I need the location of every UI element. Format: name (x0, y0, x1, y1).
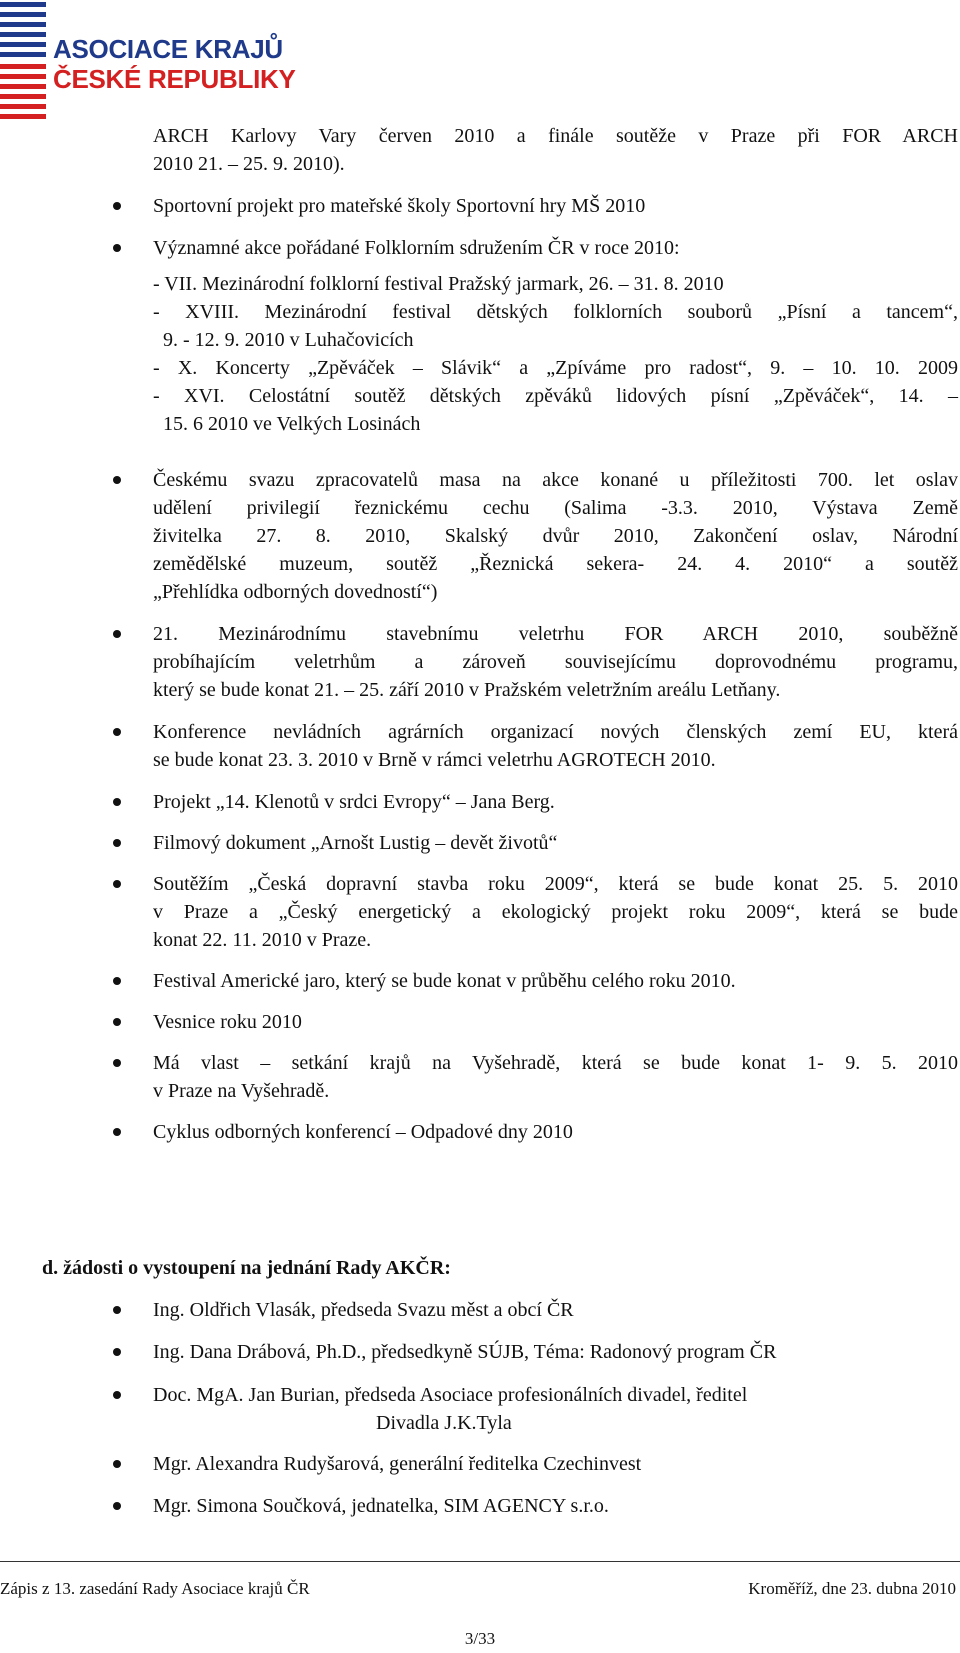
page-number: 3/33 (464, 1629, 496, 1648)
bullet-icon (113, 880, 121, 888)
footer-divider (0, 1561, 960, 1562)
list-item: Doc. MgA. Jan Burian, předseda Asociace profesionálních divadel, ředitel (153, 1384, 748, 1406)
list-item: Cyklus odborných konferencí – Odpadové dny 2010 (153, 1121, 573, 1143)
folklore-line: 9. - 12. 9. 2010 v Luhačovicích (163, 329, 414, 351)
bullet-icon (113, 728, 121, 736)
list-item: Vesnice roku 2010 (153, 1011, 302, 1033)
list-item: Mgr. Alexandra Rudyšarová, generální ředitelka Czechinvest (153, 1453, 642, 1475)
list-item-line: udělení privilegií řeznickému cechu (Salima -3.3. 2010, Výstava Země (153, 497, 958, 519)
logo-stripes-icon (0, 0, 46, 124)
list-item: Festival Americké jaro, který se bude konat v průběhu celého roku 2010. (153, 970, 736, 992)
list-item-line: konat 22. 11. 2010 v Praze. (153, 929, 372, 951)
list-item-line: zemědělské muzeum, soutěž „Řeznická sekera- 24. 4. 2010“ a soutěž (153, 553, 958, 575)
list-item: Významné akce pořádané Folklorním sdružením ČR v roce 2010: (153, 237, 680, 259)
continuation-line: ARCH Karlovy Vary červen 2010 a finále soutěže v Praze při FOR ARCH (153, 125, 958, 147)
bullet-icon (113, 1460, 121, 1468)
list-item-line: se bude konat 23. 3. 2010 v Brně v rámci veletrhu AGROTECH 2010. (153, 749, 716, 771)
list-item: Ing. Oldřich Vlasák, předseda Svazu měst a obcí ČR (153, 1299, 574, 1321)
bullet-icon (113, 1306, 121, 1314)
bullet-icon (113, 1128, 121, 1136)
bullet-icon (113, 1018, 121, 1026)
bullet-icon (113, 839, 121, 847)
section-heading: d. žádosti o vystoupení na jednání Rady AKČR: (42, 1257, 451, 1279)
bullet-icon (113, 1348, 121, 1356)
continuation-line: 2010 21. – 25. 9. 2010). (153, 153, 345, 175)
list-item: Ing. Dana Drábová, Ph.D., předsedkyně SÚJB, Téma: Radonový program ČR (153, 1341, 777, 1363)
bullet-icon (113, 1502, 121, 1510)
list-item-line: Konference nevládních agrárních organizací nových členských zemí EU, která (153, 721, 958, 743)
bullet-icon (113, 1391, 121, 1399)
list-item: Sportovní projekt pro mateřské školy Sportovní hry MŠ 2010 (153, 195, 646, 217)
folklore-line: - XVIII. Mezinárodní festival dětských folklorních souborů „Písní a tancem“, (153, 301, 958, 323)
list-item-line: který se bude konat 21. – 25. září 2010 v Pražském veletržním areálu Letňany. (153, 679, 781, 701)
list-item-line: v Praze na Vyšehradě. (153, 1080, 330, 1102)
bullet-icon (113, 798, 121, 806)
list-item-line: probíhajícím veletrhům a zároveň souvisejícímu doprovodnému programu, (153, 651, 958, 673)
logo-text-line1: ASOCIACE KRAJŮ (53, 34, 283, 64)
folklore-line: - X. Koncerty „Zpěváček – Slávik“ a „Zpíváme pro radost“, 9. – 10. 10. 2009 (153, 357, 958, 379)
bullet-icon (113, 244, 121, 252)
logo-text-line2: ČESKÉ REPUBLIKY (53, 64, 296, 94)
bullet-icon (113, 630, 121, 638)
list-item-line: „Přehlídka odborných dovedností“) (153, 581, 438, 603)
bullet-icon (113, 977, 121, 985)
list-item-line: 21. Mezinárodnímu stavebnímu veletrhu FOR ARCH 2010, souběžně (153, 623, 958, 645)
list-item-line: Divadla J.K.Tyla (376, 1412, 512, 1434)
list-item-line: Soutěžím „Česká dopravní stavba roku 2009“, která se bude konat 25. 5. 2010 (153, 873, 958, 895)
bullet-icon (113, 476, 121, 484)
folklore-line: - XVI. Celostátní soutěž dětských zpěváků lidových písní „Zpěváček“, 14. – (153, 385, 958, 407)
bullet-icon (113, 1059, 121, 1067)
list-item: Projekt „14. Klenotů v srdci Evropy“ – Jana Berg. (153, 791, 555, 813)
list-item: Mgr. Simona Součková, jednatelka, SIM AGENCY s.r.o. (153, 1495, 609, 1517)
list-item-line: Má vlast – setkání krajů na Vyšehradě, která se bude konat 1- 9. 5. 2010 (153, 1052, 958, 1074)
footer-date: Kroměříž, dne 23. dubna 2010 (748, 1579, 956, 1598)
footer-title: Zápis z 13. zasedání Rady Asociace krajů ČR (0, 1579, 310, 1598)
list-item-line: živitelka 27. 8. 2010, Skalský dvůr 2010, Zakončení oslav, Národní (153, 525, 958, 547)
list-item-line: v Praze a „Český energetický a ekologický projekt roku 2009“, která se bude (153, 901, 958, 923)
list-item-line: Českému svazu zpracovatelů masa na akce konané u příležitosti 700. let oslav (153, 469, 958, 491)
folklore-line: - VII. Mezinárodní folklorní festival Pražský jarmark, 26. – 31. 8. 2010 (153, 273, 724, 295)
list-item: Filmový dokument „Arnošt Lustig – devět životů“ (153, 832, 558, 854)
folklore-line: 15. 6 2010 ve Velkých Losinách (163, 413, 421, 435)
bullet-icon (113, 202, 121, 210)
